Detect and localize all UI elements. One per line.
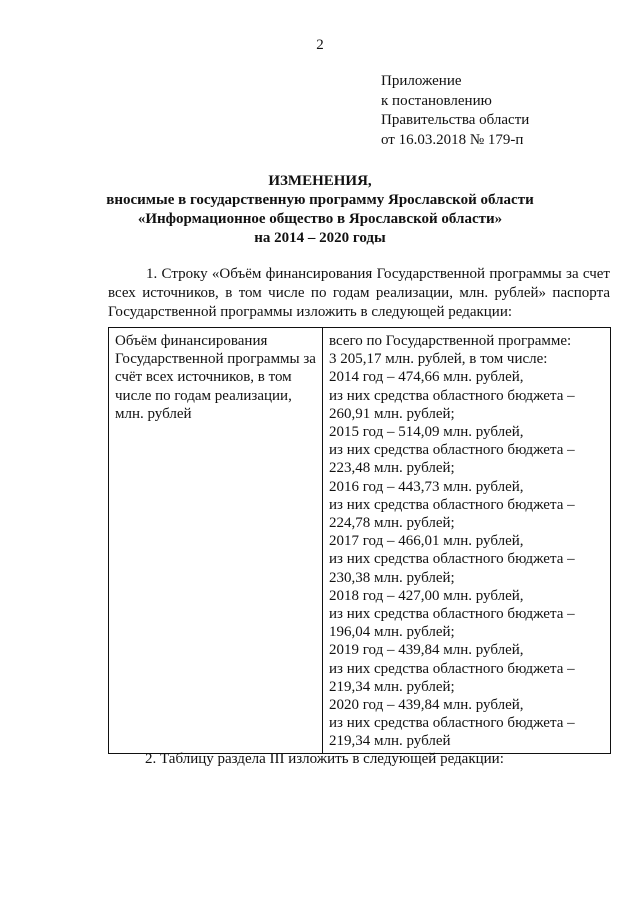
appendix-line: Приложение [381, 73, 462, 89]
right-cell-line: 2017 год – 466,01 млн. рублей, [329, 533, 524, 550]
right-cell-line: из них средства областного бюджета – [329, 387, 575, 404]
right-cell-line: 223,48 млн. рублей; [329, 460, 455, 477]
appendix-line: Правительства области [381, 112, 530, 128]
right-cell-line: 2016 год – 443,73 млн. рублей, [329, 478, 524, 495]
right-cell-line: 2019 год – 439,84 млн. рублей, [329, 642, 524, 659]
paragraph-2: 2. Таблицу раздела III изложить в следующей редакции: [145, 751, 504, 767]
right-cell-line: 2014 год – 474,66 млн. рублей, [329, 369, 524, 386]
left-cell-line: Объём финансирования [115, 333, 268, 349]
right-cell-line: из них средства областного бюджета – [329, 606, 575, 623]
page-number: 2 [316, 37, 324, 53]
document-title [0, 172, 640, 248]
right-cell-line: из них средства областного бюджета – [329, 496, 575, 513]
right-cell-line: 219,34 млн. рублей; [329, 678, 455, 695]
title-line: «Информационное общество в Ярославской области» [137, 211, 503, 227]
right-cell-line: из них средства областного бюджета – [329, 660, 575, 677]
title-line: на 2014 – 2020 годы [254, 230, 386, 246]
right-cell-line: 196,04 млн. рублей; [329, 624, 455, 641]
table-row [109, 328, 611, 754]
right-cell-line: 230,38 млн. рублей; [329, 569, 455, 586]
right-cell-line: 3 205,17 млн. рублей, в том числе: [329, 351, 548, 368]
title-line: вносимые в государственную программу Ярославской области [106, 192, 534, 208]
paragraph-1 [108, 265, 610, 322]
right-cell-line: 2015 год – 514,09 млн. рублей, [329, 424, 524, 441]
right-cell [323, 328, 611, 754]
left-cell [109, 328, 323, 754]
right-cell-line: из них средства областного бюджета – [329, 715, 575, 732]
title-line: ИЗМЕНЕНИЯ, [268, 173, 372, 189]
left-cell-line: Государственной программы за [115, 351, 316, 368]
right-cell-line: 219,34 млн. рублей [329, 733, 451, 750]
right-cell-line: из них средства областного бюджета – [329, 442, 575, 459]
passport-table [108, 327, 611, 754]
appendix-line: к постановлению [381, 92, 492, 109]
right-cell-line: 260,91 млн. рублей; [329, 405, 455, 422]
appendix-block [381, 72, 529, 150]
right-cell-line: 2018 год – 427,00 млн. рублей, [329, 587, 524, 604]
right-cell-line: 2020 год – 439,84 млн. рублей, [329, 697, 524, 714]
left-cell-line: млн. рублей [115, 405, 192, 422]
paragraph-1-text: 1. Строку «Объём финансирования Государственной программы за счет всех источников, в том числе по годам реализации, млн. рублей» паспорта Государственной программы изложить в следующей редакции: [108, 266, 610, 320]
left-cell-line: счёт всех источников, в том [115, 369, 292, 386]
right-cell-line: 224,78 млн. рублей; [329, 515, 455, 532]
right-cell-line: из них средства областного бюджета – [329, 551, 575, 568]
left-cell-line: числе по годам реализации, [115, 387, 292, 404]
right-cell-line: всего по Государственной программе: [329, 333, 572, 349]
appendix-line: от 16.03.2018 № 179-п [381, 131, 524, 148]
